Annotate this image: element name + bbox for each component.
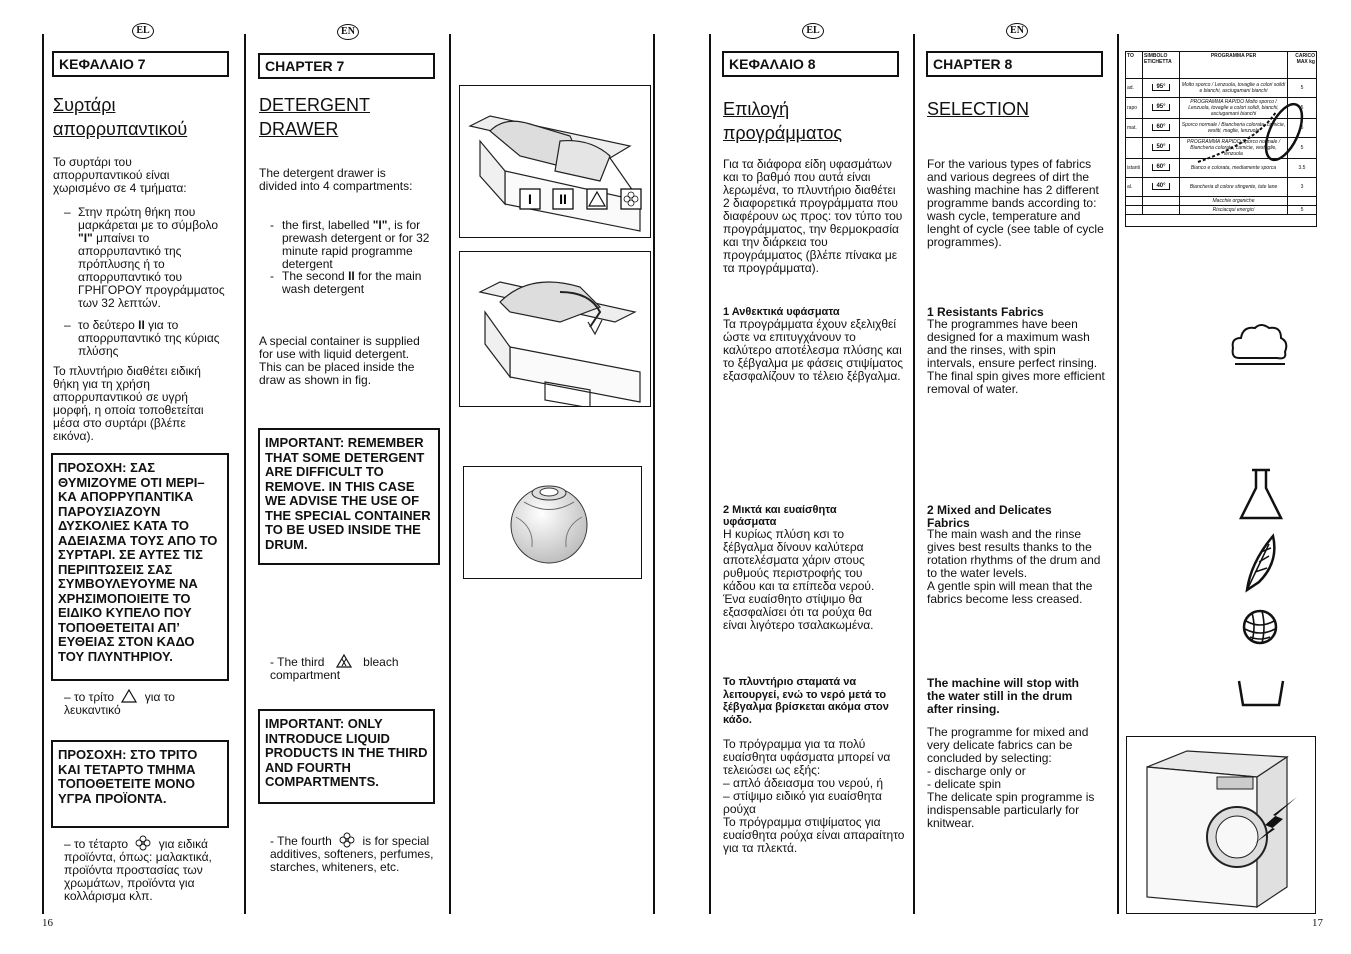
table-row [1126,196,1316,205]
ending-note: Το πρόγραμμα στιψίματος για ευαίσθητα ρούχα είναι απαραίτητο για τα πλεκτά. [723,815,905,855]
table-cell [1288,196,1317,205]
body-paragraph: The final spin gives more efficient removal of water. [927,369,1105,396]
language-mark-el: EL [132,23,154,39]
subsection-title: 2 Mixed and Delicates Fabrics [927,503,1052,530]
column-rule [913,34,915,914]
body-paragraph: The programmes have been designed for a maximum wash and the rinses, with spin intervals, ensure perfect rinsing. [927,317,1098,370]
table-cell: Molto sporco / Lenzuola, tovaglie a colori solidi e bianchi, asciugamani bianchi [1180,78,1288,97]
item-text: The fourth [277,834,332,848]
table-row [1126,97,1316,118]
drawer-symbol-label: I [528,191,532,207]
item-text: το τέταρτο [74,837,129,851]
liquid-text: A special container is supplied for use with liquid detergent. This can be placed inside the draw as shown in fig. [259,334,420,387]
chapter-label: ΚΕΦΑΛΑΙΟ 7 [52,51,229,77]
item-text: για το απορρυπαντικό της κύριας πλύσης [78,318,220,358]
table-header: SIMBOLO ETICHETTA [1143,52,1180,78]
language-mark-en: EN [1006,23,1028,39]
table-header: CARICO MAX kg [1288,52,1317,78]
temperature-label: 60° [1152,164,1169,171]
warning-box: IMPORTANT: ONLY INTRODUCE LIQUID PRODUCTS IN THE THIRD AND FOURTH COMPARTMENTS. [258,709,435,804]
drawer-figure [459,85,651,238]
list-item: - The third bleach compartment [270,655,399,682]
symbol-label: "I" [78,231,93,245]
feather-icon [1239,532,1279,594]
item-text: μπαίνει το απορρυπαντικό της πρόπλυσης ή το απορρυπαντικό του ΓΡΗΓΟΡΟΥ προγράμματος των 32 λεπτών. [78,231,225,310]
column-rule [709,34,711,914]
section-title [259,93,370,141]
subsection-body [927,528,1107,606]
table-cell: rapo [1127,104,1138,111]
table-cell [1143,78,1180,97]
item-text: το δεύτερο [78,318,135,332]
ending-text [927,726,1105,830]
table-cell [1143,97,1180,118]
item-text: για ειδικά προϊόντα, όπως: μαλακτικά, προϊόντα προστασίας των χρωμάτων, προϊόντα για κολλάρισμα κλπ. [64,837,212,903]
table-cell: 5 [1288,137,1317,158]
liquid-text: Το πλυντήριο διαθέτει ειδική θήκη για τη χρήση απορρυπαντικού σε υγρή μορφή, η οποία τοποθετείται μέσα στο συρτάρι (βλέπε εικόνα). [53,364,204,443]
table-header: PROGRAMMA PER [1180,52,1288,78]
wool-icon [1240,607,1280,647]
table-cell [1143,137,1180,158]
symbol-label: II [348,269,355,283]
warning-box: IMPORTANT: REMEMBER THAT SOME DETERGENT ARE DIFFICULT TO REMOVE. IN THIS CASE WE ADVISE THE USE OF THE SPECIAL CONTAINER TO BE USED INSIDE THE DRUM. [258,428,440,565]
table-cell: 3 [1288,177,1317,196]
intro-text: For the various types of fabrics and various degrees of dirt the washing machine has 2 different programme bands according to: wash cycle, temperature and lenght of cycle (see table of cycle programmes). [927,157,1104,249]
body-paragraph: A gentle spin will mean that the fabrics become less creased. [927,579,1093,606]
table-cell [1143,158,1180,177]
chapter-label: CHAPTER 7 [258,53,435,79]
washing-machine-figure [1126,736,1316,914]
table-cell: PROGRAMMA RAPIDO Molto sporco / Lenzuola, tovaglie a colori solidi, bianchi, asciugamani bianchi [1180,97,1288,118]
table-cell: PROGRAMMA RAPIDO Sporco normale / Biancheria colorata, camicie, vestaglie, lenzuola [1180,137,1288,158]
table-cell: 5 [1288,78,1317,97]
table-cell: Risciacqui energici [1180,205,1288,214]
warning-box: ΠΡΟΣΟΧΗ: ΣΤΟ ΤΡΙΤΟ ΚΑΙ ΤΕΤΑΡΤΟ ΤΜΗΜΑ ΤΟΠΟΘΕΤΕΙΤΕ ΜΟΝΟ ΥΓΡΑ ΠΡΟΪΟΝΤΑ. [51,740,229,828]
subsection-body: Η κυρίως πλύση κσι το ξέβγαλμα δίνουν καλύτερα αποτελέσματα χάριν στους ρυθμούς περιστροφής του κάδου και τα επίπεδα νερού. Ένα ευαίσθητο στίψιμο θα εξασφαλίσει ότι τα ρούχα θα είναι λιγότερο τσαλακωμένα. [723,527,875,632]
table-cell: al. [1127,183,1133,190]
triangle-icon [121,689,137,703]
ending-text [723,738,905,855]
title-line: απορρυπαντικού [53,119,188,139]
column-rule [42,34,44,914]
stop-note: Το πλυντήριο σταματά να λειτουργεί, ενώ το νερό μετά το ξέβγαλμα βρίσκεται ακόμα στον κάδο. [723,676,889,726]
column-rule [653,34,655,914]
list-item: - The fourth is for special additives, softeners, perfumes, starches, whiteners, etc. [270,834,434,874]
temperature-label: 50° [1152,144,1169,151]
ending-option: - delicate spin [927,777,1002,791]
subsection-body [927,318,1107,396]
table-cell: Macchie organiche [1180,196,1288,205]
list-item: - The second II for the main wash detergent [270,269,422,296]
flower-icon [339,832,355,848]
title-line: Συρτάρι [53,95,116,115]
stop-note: The machine will stop with the water still in the drum after rinsing. [927,676,1080,716]
column-rule [244,34,246,914]
item-text: The second [282,269,345,283]
ending-option: - discharge only or [927,764,1026,778]
language-mark-en: EN [337,24,359,40]
list-item: – το δεύτερο II για το απορρυπαντικό της κύριας πλύσης [64,318,220,358]
ending-note: The delicate spin programme is indispensable particularly for knitwear. [927,790,1095,830]
temperature-label: 40° [1152,183,1169,190]
flower-icon [135,835,151,851]
item-text: bleach compartment [270,655,399,682]
table-row [1126,78,1316,97]
table-cell: 5 [1288,118,1317,137]
item-text: The third [277,655,325,669]
table-cell [1143,118,1180,137]
table-cell: istanti [1127,164,1141,171]
symbol-label: II [138,318,145,332]
symbol-label: "I" [372,218,388,232]
subsection-title: 2 Μικτά και ευαίσθητα υφάσματα [723,504,837,528]
table-cell: mat. [1127,124,1137,131]
body-paragraph: The main wash and the rinse gives best results thanks to the rotation rhythms of the drum and to the water levels. [927,527,1101,580]
wash-tub-icon [1237,679,1285,709]
item-text: Στην πρώτη θήκη που μαρκάρεται με το σύμβολο [78,205,219,232]
table-cell: 5 [1288,97,1317,118]
chapter-label: ΚΕΦΑΛΑΙΟ 8 [722,51,899,77]
item-text: for the main wash detergent [282,269,422,296]
page-number: 17 [1312,917,1323,929]
page-number: 16 [42,917,53,929]
section-title [723,97,842,145]
list-item: – το τρίτο για το λευκαντικό [64,690,175,717]
column-rule [1117,34,1119,914]
item-text: , is for prewash detergent or for 32 minute rapid programme detergent [282,218,430,271]
ending-option: – απλό άδειασμα του νερού, ή [723,776,884,790]
item-text: το τρίτο [74,690,115,704]
language-mark-el: EL [802,23,824,39]
title-line: DRAWER [259,119,339,139]
table-cell [1126,205,1143,214]
intro-text: Το συρτάρι του απορρυπαντικού είναι χωρισμένο σε 4 τμήματα: [53,155,187,195]
subsection-title: 1 Resistants Fabrics [927,305,1044,319]
item-text: is for special additives, softeners, perfumes, starches, whiteners, etc. [270,834,434,874]
subsection-body: Τα προγράμματα έχουν εξελιχθεί ώστε να επιτυγχάνουν το καλύτερο αποτέλεσμα πλύσης και το ξέβγαλμα με φάσεις στιψίματος εξασφαλίζουν το τέλειο ξέβγαλμα. [723,317,904,383]
intro-text: Για τα διάφορα είδη υφασμάτων και το βαθμό που αυτά είναι λερωμένα, το πλυντήριο διαθέτει 2 διαφορετικά προγράμματα που διαφέρουν ως προς: τον τύπο του προγράμματος, την θερμοκρασία και την διάρκεια του προγράμματος (βλέπε πίνακα με τα προγράμματα). [723,157,903,275]
bleach-icon [336,654,352,668]
table-row [1126,158,1316,177]
temperature-label: 95° [1152,84,1169,91]
section-title [53,93,187,141]
table-cell: 5 [1288,205,1317,214]
ending-option: – στίψιμο ειδικό για ευαίσθητα ρούχα [723,789,882,816]
item-text: the first, labelled [282,218,370,232]
table-row [1126,205,1316,214]
table-row [1126,118,1316,137]
temperature-label: 60° [1152,124,1169,131]
flask-icon [1238,468,1284,520]
table-cell [1143,205,1180,214]
warning-box: ΠΡΟΣΟΧΗ: ΣΑΣ ΘΥΜΙΖΟΥΜΕ ΟΤΙ ΜΕΡΙ– ΚΑ ΑΠΟΡΡΥΠΑΝΤΙΚΑ ΠΑΡΟΥΣΙΑΖΟΥΝ ΔΥΣΚΟΛΙΕΣ ΚΑΤΑ ΤΟ ΑΔΕΙΑΣΜΑ ΤΟΥΣ ΑΠΟ ΤΟ ΣΥΡΤΑΡΙ. ΣΕ ΑΥΤΕΣ ΤΙΣ ΠΕΡΙΠΤΩΣΕΙΣ ΣΑΣ ΣΥΜΒΟΥΛΕΥΟΥΜΕ ΝΑ ΧΡΗΣΙΜΟΠΟΙΕΙΤΕ ΤΟ ΕΙΔΙΚΟ ΚΥΠΕΛΟ ΠΟΥ ΤΟΠΟΘΕΤΕΙΤΑΙ ΑΠ’ ΕΥΘΕΙΑΣ ΣΤΟΝ ΚΑΔΟ ΤΟΥ ΠΛΥΝΤΗΡΙΟΥ. [51,453,229,681]
table-cell: 3.5 [1288,158,1317,177]
column-rule [449,34,451,914]
section-title: SELECTION [927,99,1030,119]
ending-intro: The programme for mixed and very delicate fabrics can be concluded by selecting: [927,725,1089,765]
table-row [1126,137,1316,158]
title-line: Επιλογή [723,99,790,119]
temperature-label: 95° [1152,104,1169,111]
list-item: – το τέταρτο για ειδικά προϊόντα, όπως: μαλακτικά, προϊόντα προστασίας των χρωμάτων, προϊόντα για κολλάρισμα κλπ. [64,837,212,903]
ending-intro: Το πρόγραμμα για τα πολύ ευαίσθητα υφάσματα μπορεί να τελειώσει ως εξής: [723,737,891,777]
list-item: - the first, labelled "I", is for prewash detergent or for 32 minute rapid programme detergent [270,218,430,271]
table-cell [1126,137,1143,158]
table-cell: ad. [1127,84,1134,91]
chapter-label: CHAPTER 8 [926,51,1103,77]
dosing-ball-figure [463,466,642,579]
list-item: – Στην πρώτη θήκη που μαρκάρεται με το σύμβολο "I" μπαίνει το απορρυπαντικό της πρόπλυσης ή το απορρυπαντικό του ΓΡΗΓΟΡΟΥ προγράμματος των 32 λεπτών. [64,205,225,310]
title-line: DETERGENT [259,95,371,115]
table-row [1126,177,1316,196]
title-line: προγράμματος [723,123,843,143]
table-cell: Sporco normale / Biancheria colorata, camicie, vestiti, maglie, lenzuola [1180,118,1288,137]
item-text: για το λευκαντικό [64,690,175,717]
drawer-symbol-label: II [559,191,567,207]
table-header: TO [1127,53,1134,59]
table-cell [1126,196,1143,205]
table-cell: Bianco e colorata, mediamente sporca [1180,158,1288,177]
table-cell [1143,177,1180,196]
drip-dry-icon [1229,320,1289,370]
programme-table [1125,51,1317,227]
table-cell: Biancheria di colore stingente, tute lane [1180,177,1288,196]
liquid-container-figure [459,251,651,407]
intro-text: The detergent drawer is divided into 4 compartments: [259,166,413,193]
subsection-title: 1 Ανθεκτικά υφάσματα [723,306,840,318]
table-cell [1143,196,1180,205]
